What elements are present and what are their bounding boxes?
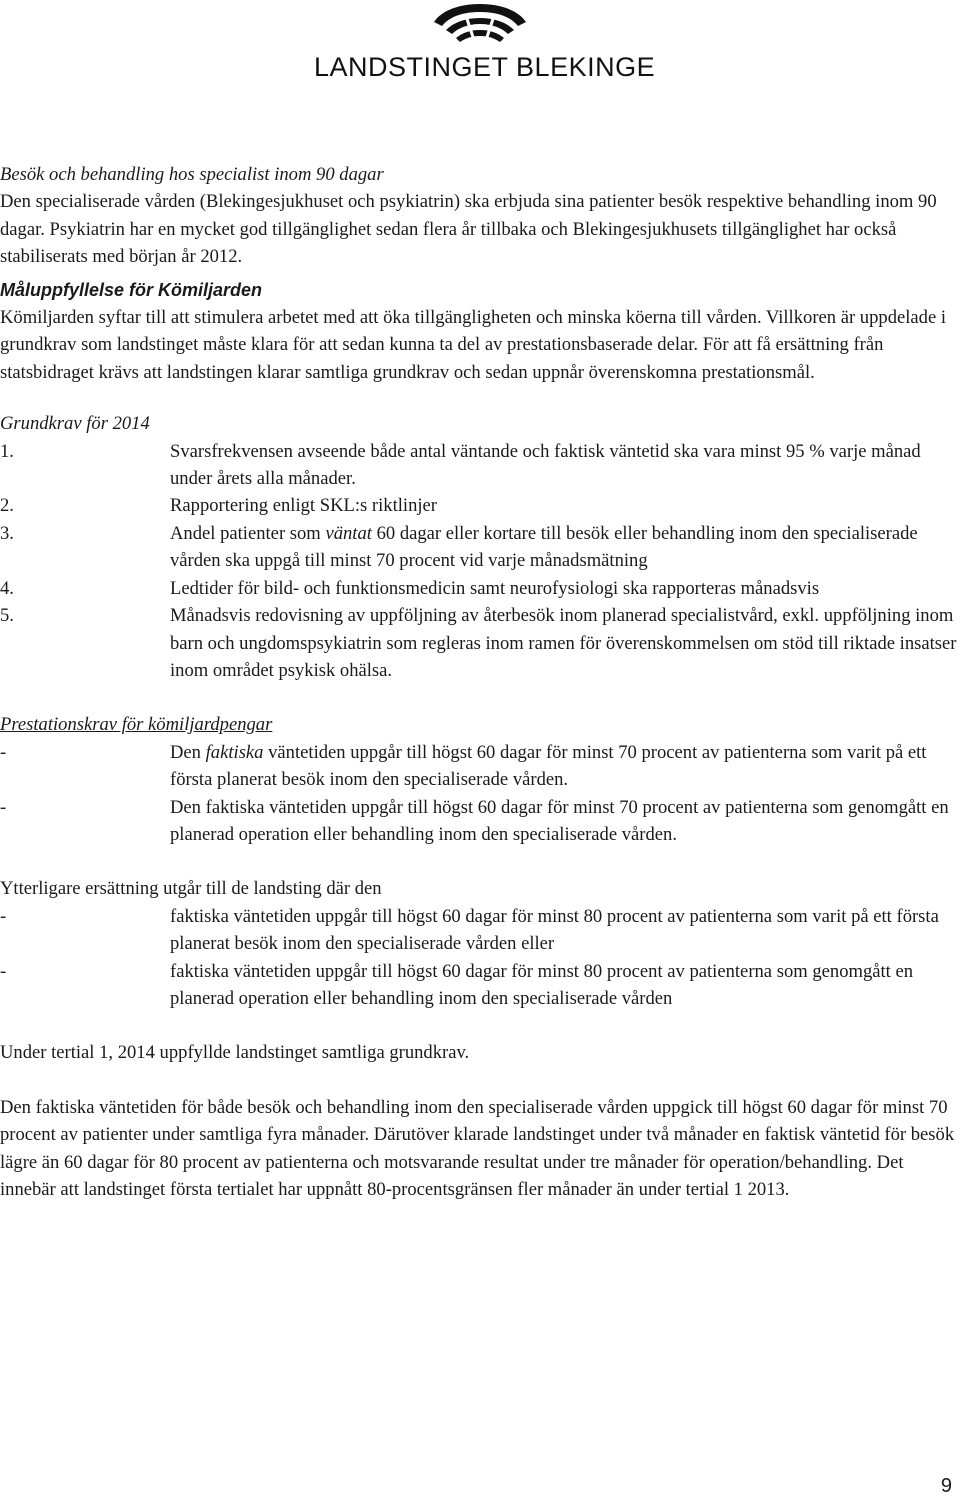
list-number: 2. [0,495,14,517]
paragraph-vantetid: Den faktiska väntetiden för både besök och behandling inom den specialiserade vården uppgick till högst 60 dagar för minst 70 procent av patienter under samtliga fyra månader. Därutöver klarade landstinget under två månader en faktisk väntetid för besök lägre än 60 dagar för 80 procent av patienterna och motsvarande resultat under tre månader för operation/behandling. Det innebär att landstinget första tertialet har uppnått 80-procentsgränsen fler månader än under tertial 1 2013. [0,1096,955,1200]
list-bullet: - [0,741,7,763]
list-text: Månadsvis redovisning av uppföljning av återbesök inom planerad specialistvård, exkl. uppföljning inom barn och ungdomspsykiatrin som regleras inom ramen för överenskommelsen om stöd till riktade insatser inom området psykisk ohälsa. [170,605,957,681]
subheading-grundkrav: Grundkrav för 2014 [0,413,150,435]
list-text: faktiska väntetiden uppgår till högst 60 dagar för minst 80 procent av patienterna som varit på ett första planerat besök inom den specialiserade vården eller [170,905,939,955]
paragraph-besok: Den specialiserade vården (Blekingesjukhuset och psykiatrin) ska erbjuda sina patienter besök respektive behandling inom 90 dagar. Psykiatrin har en mycket god tillgänglighet sedan flera år tillbaka och Blekingesjukhusets tillgänglighet har också stabiliserats med början år 2012. [0,191,937,268]
list-number: 1. [0,440,14,462]
crown-logo-icon [430,2,530,48]
list-bullet: - [0,905,7,927]
list-item [0,520,958,575]
list-text: 60 dagar eller kortare till besök eller behandling inom den specialiserade vården ska uppgå till minst 70 procent vid varje månadsmätning [170,522,918,572]
grundkrav-list [0,438,958,685]
list-item [0,794,958,849]
paragraph-ytterligare-intro: Ytterligare ersättning utgår till de landsting där den [0,878,382,900]
list-text: Andel patienter som [170,522,326,544]
list-bullet: - [0,960,7,982]
list-item [0,602,958,684]
document-body [0,161,958,1203]
list-item [0,958,958,1013]
list-number: 3. [0,522,14,544]
header-logo [310,0,656,90]
section-heading-besok: Besök och behandling hos specialist inom 90 dagar [0,164,384,185]
list-text: Den [170,741,206,763]
subheading-prestationskrav: Prestationskrav för kömiljardpengar [0,714,273,736]
ytterligare-list [0,903,958,1013]
list-text: Den faktiska väntetiden uppgår till högst 60 dagar för minst 70 procent av patienterna som genomgått en planerad operation eller behandling inom den specialiserade vården. [170,796,949,845]
list-item [0,492,958,519]
list-text: Svarsfrekvensen avseende både antal väntande och faktisk väntetid ska vara minst 95 % varje månad under årets alla månader. [170,440,921,490]
list-item [0,739,958,794]
list-number: 4. [0,577,14,599]
section-heading-maluppfyllelse: Måluppfyllelse för Kömiljarden [0,279,263,300]
list-text: faktiska väntetiden uppgår till högst 60 dagar för minst 80 procent av patienterna som genomgått en planerad operation eller behandling inom den specialiserade vården [170,960,914,1009]
list-item [0,438,958,493]
prestationskrav-list [0,739,958,849]
list-text: Ledtider för bild- och funktionsmedicin samt neurofysiologi ska rapporteras månadsvis [170,577,820,599]
list-text: Rapportering enligt SKL:s riktlinjer [170,495,437,517]
paragraph-tertial: Under tertial 1, 2014 uppfyllde landstinget samtliga grundkrav. [0,1042,470,1064]
list-text-emphasis: faktiska [205,741,264,763]
list-item [0,903,958,958]
logo-text: LANDSTINGET BLEKINGE [314,52,656,82]
list-text: väntetiden uppgår till högst 60 dagar för minst 70 procent av patienterna som varit på ett första planerat besök inom den specialiserade vården. [170,741,927,791]
list-item [0,575,958,602]
page-number: 9 [940,1475,952,1497]
list-number: 5. [0,605,14,627]
list-bullet: - [0,796,7,818]
paragraph-komiljarden: Kömiljarden syftar till att stimulera arbetet med att öka tillgängligheten och minska köerna till vården. Villkoren är uppdelade i grundkrav som landstinget måste klara för att sedan kunna ta del av prestationsbaserade delar. För att få ersättning från statsbidraget krävs att landstingen klarar samtliga grundkrav och sedan uppnår överenskomna prestationsmål. [0,307,947,383]
list-text-emphasis: väntat [325,522,372,544]
